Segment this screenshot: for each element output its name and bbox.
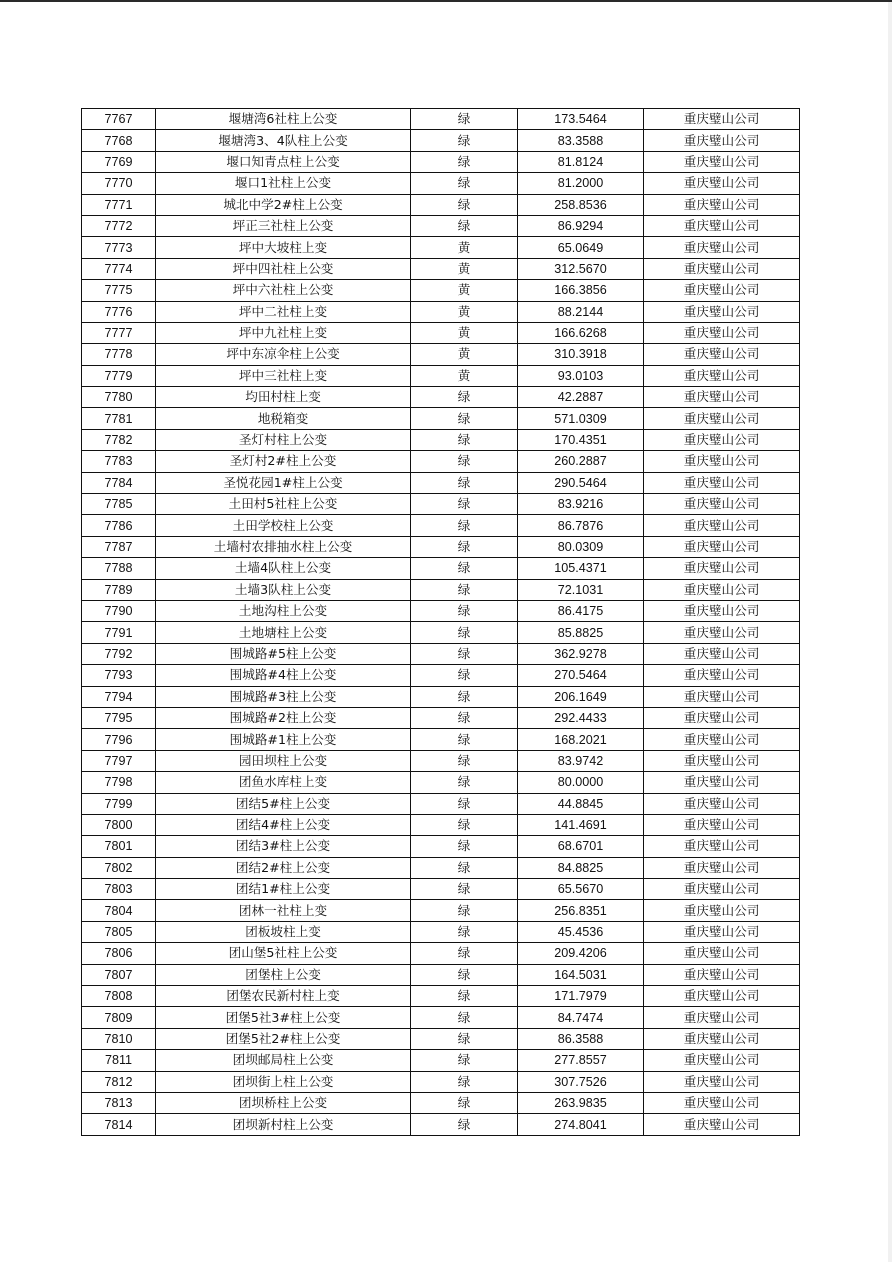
- row-id-cell: 7811: [82, 1050, 156, 1071]
- capacity-value-cell: 270.5464: [518, 665, 644, 686]
- row-id-cell: 7774: [82, 258, 156, 279]
- capacity-value-cell: 164.5031: [518, 964, 644, 985]
- row-id-cell: 7804: [82, 900, 156, 921]
- row-id-cell: 7803: [82, 879, 156, 900]
- status-color-cell: 绿: [411, 1114, 518, 1135]
- capacity-value-cell: 65.5670: [518, 879, 644, 900]
- station-name-cell: 团山堡5社柱上公变: [156, 943, 411, 964]
- status-color-cell: 绿: [411, 793, 518, 814]
- station-name-cell: 堰口知青点柱上公变: [156, 151, 411, 172]
- station-name-cell: 坪中四社柱上公变: [156, 258, 411, 279]
- row-id-cell: 7793: [82, 665, 156, 686]
- station-name-cell: 团堡柱上公变: [156, 964, 411, 985]
- station-name-cell: 团堡农民新村柱上变: [156, 986, 411, 1007]
- station-name-cell: 坪正三社柱上公变: [156, 215, 411, 236]
- status-color-cell: 黄: [411, 280, 518, 301]
- capacity-value-cell: 88.2144: [518, 301, 644, 322]
- capacity-value-cell: 171.7979: [518, 986, 644, 1007]
- row-id-cell: 7772: [82, 215, 156, 236]
- company-cell: 重庆璧山公司: [644, 215, 800, 236]
- table-row: [82, 921, 800, 942]
- row-id-cell: 7768: [82, 130, 156, 151]
- capacity-value-cell: 80.0309: [518, 536, 644, 557]
- table-row: [82, 387, 800, 408]
- company-cell: 重庆璧山公司: [644, 408, 800, 429]
- station-name-cell: 团结5#柱上公变: [156, 793, 411, 814]
- status-color-cell: 绿: [411, 387, 518, 408]
- row-id-cell: 7783: [82, 451, 156, 472]
- station-name-cell: 坪中东凉伞柱上公变: [156, 344, 411, 365]
- row-id-cell: 7782: [82, 429, 156, 450]
- table-row: [82, 729, 800, 750]
- table-row: [82, 686, 800, 707]
- company-cell: 重庆璧山公司: [644, 130, 800, 151]
- table-row: [82, 322, 800, 343]
- table-row: [82, 579, 800, 600]
- table-row: [82, 173, 800, 194]
- station-name-cell: 坪中大坡柱上变: [156, 237, 411, 258]
- status-color-cell: 绿: [411, 707, 518, 728]
- station-name-cell: 土地塘柱上公变: [156, 622, 411, 643]
- capacity-value-cell: 307.7526: [518, 1071, 644, 1092]
- table-row: [82, 665, 800, 686]
- company-cell: 重庆璧山公司: [644, 879, 800, 900]
- table-row: [82, 408, 800, 429]
- row-id-cell: 7784: [82, 472, 156, 493]
- company-cell: 重庆璧山公司: [644, 622, 800, 643]
- status-color-cell: 黄: [411, 237, 518, 258]
- station-name-cell: 围城路#4柱上公变: [156, 665, 411, 686]
- capacity-value-cell: 290.5464: [518, 472, 644, 493]
- status-color-cell: 绿: [411, 622, 518, 643]
- row-id-cell: 7780: [82, 387, 156, 408]
- station-name-cell: 地税箱变: [156, 408, 411, 429]
- status-color-cell: 绿: [411, 879, 518, 900]
- company-cell: 重庆璧山公司: [644, 729, 800, 750]
- table-row: [82, 964, 800, 985]
- company-cell: 重庆璧山公司: [644, 900, 800, 921]
- status-color-cell: 绿: [411, 130, 518, 151]
- table-row: [82, 280, 800, 301]
- table-row: [82, 1028, 800, 1049]
- status-color-cell: 黄: [411, 344, 518, 365]
- station-name-cell: 团结3#柱上公变: [156, 836, 411, 857]
- status-color-cell: 绿: [411, 429, 518, 450]
- table-row: [82, 600, 800, 621]
- station-name-cell: 团鱼水库柱上变: [156, 772, 411, 793]
- capacity-value-cell: 42.2887: [518, 387, 644, 408]
- company-cell: 重庆璧山公司: [644, 1114, 800, 1135]
- table-row: [82, 750, 800, 771]
- row-id-cell: 7787: [82, 536, 156, 557]
- capacity-value-cell: 166.6268: [518, 322, 644, 343]
- station-name-cell: 坪中九社柱上变: [156, 322, 411, 343]
- station-name-cell: 围城路#5柱上公变: [156, 643, 411, 664]
- row-id-cell: 7773: [82, 237, 156, 258]
- station-name-cell: 圣灯村柱上公变: [156, 429, 411, 450]
- company-cell: 重庆璧山公司: [644, 109, 800, 130]
- station-name-cell: 团坝街上柱上公变: [156, 1071, 411, 1092]
- capacity-value-cell: 45.4536: [518, 921, 644, 942]
- status-color-cell: 绿: [411, 151, 518, 172]
- capacity-value-cell: 166.3856: [518, 280, 644, 301]
- company-cell: 重庆璧山公司: [644, 1092, 800, 1113]
- station-name-cell: 坪中六社柱上公变: [156, 280, 411, 301]
- company-cell: 重庆璧山公司: [644, 429, 800, 450]
- station-name-cell: 团结1#柱上公变: [156, 879, 411, 900]
- company-cell: 重庆璧山公司: [644, 301, 800, 322]
- capacity-value-cell: 173.5464: [518, 109, 644, 130]
- status-color-cell: 黄: [411, 322, 518, 343]
- status-color-cell: 绿: [411, 515, 518, 536]
- company-cell: 重庆璧山公司: [644, 1007, 800, 1028]
- capacity-value-cell: 84.8825: [518, 857, 644, 878]
- capacity-value-cell: 170.4351: [518, 429, 644, 450]
- row-id-cell: 7799: [82, 793, 156, 814]
- status-color-cell: 绿: [411, 600, 518, 621]
- row-id-cell: 7777: [82, 322, 156, 343]
- status-color-cell: 绿: [411, 1050, 518, 1071]
- company-cell: 重庆璧山公司: [644, 772, 800, 793]
- table-row: [82, 1114, 800, 1135]
- row-id-cell: 7771: [82, 194, 156, 215]
- company-cell: 重庆璧山公司: [644, 194, 800, 215]
- status-color-cell: 绿: [411, 900, 518, 921]
- row-id-cell: 7769: [82, 151, 156, 172]
- company-cell: 重庆璧山公司: [644, 600, 800, 621]
- capacity-value-cell: 256.8351: [518, 900, 644, 921]
- status-color-cell: 绿: [411, 686, 518, 707]
- capacity-value-cell: 86.9294: [518, 215, 644, 236]
- station-name-cell: 围城路#3柱上公变: [156, 686, 411, 707]
- status-color-cell: 黄: [411, 301, 518, 322]
- station-name-cell: 堰塘湾3、4队柱上公变: [156, 130, 411, 151]
- station-name-cell: 坪中二社柱上变: [156, 301, 411, 322]
- company-cell: 重庆璧山公司: [644, 964, 800, 985]
- row-id-cell: 7800: [82, 814, 156, 835]
- row-id-cell: 7785: [82, 494, 156, 515]
- table-row: [82, 1050, 800, 1071]
- station-name-cell: 均田村柱上变: [156, 387, 411, 408]
- station-name-cell: 围城路#2柱上公变: [156, 707, 411, 728]
- company-cell: 重庆璧山公司: [644, 365, 800, 386]
- table-row: [82, 857, 800, 878]
- station-name-cell: 团林一社柱上变: [156, 900, 411, 921]
- company-cell: 重庆璧山公司: [644, 472, 800, 493]
- station-name-cell: 土墙4队柱上公变: [156, 558, 411, 579]
- capacity-value-cell: 93.0103: [518, 365, 644, 386]
- station-name-cell: 土墙村农排抽水柱上公变: [156, 536, 411, 557]
- status-color-cell: 绿: [411, 1071, 518, 1092]
- capacity-value-cell: 274.8041: [518, 1114, 644, 1135]
- company-cell: 重庆璧山公司: [644, 793, 800, 814]
- status-color-cell: 绿: [411, 109, 518, 130]
- company-cell: 重庆璧山公司: [644, 322, 800, 343]
- status-color-cell: 绿: [411, 943, 518, 964]
- capacity-value-cell: 72.1031: [518, 579, 644, 600]
- station-name-cell: 坪中三社柱上变: [156, 365, 411, 386]
- row-id-cell: 7788: [82, 558, 156, 579]
- capacity-value-cell: 83.9216: [518, 494, 644, 515]
- table-row: [82, 643, 800, 664]
- table-row: [82, 215, 800, 236]
- station-name-cell: 团坝新村柱上公变: [156, 1114, 411, 1135]
- table-row: [82, 365, 800, 386]
- table-row: [82, 1092, 800, 1113]
- transformer-capacity-table: [81, 108, 800, 1136]
- station-name-cell: 园田坝柱上公变: [156, 750, 411, 771]
- status-color-cell: 绿: [411, 173, 518, 194]
- company-cell: 重庆璧山公司: [644, 258, 800, 279]
- company-cell: 重庆璧山公司: [644, 814, 800, 835]
- capacity-value-cell: 141.4691: [518, 814, 644, 835]
- capacity-value-cell: 83.9742: [518, 750, 644, 771]
- company-cell: 重庆璧山公司: [644, 515, 800, 536]
- table-row: [82, 814, 800, 835]
- station-name-cell: 堰塘湾6社柱上公变: [156, 109, 411, 130]
- station-name-cell: 团坝桥柱上公变: [156, 1092, 411, 1113]
- company-cell: 重庆璧山公司: [644, 643, 800, 664]
- status-color-cell: 绿: [411, 857, 518, 878]
- capacity-value-cell: 310.3918: [518, 344, 644, 365]
- capacity-value-cell: 312.5670: [518, 258, 644, 279]
- row-id-cell: 7781: [82, 408, 156, 429]
- station-name-cell: 团堡5社2#柱上公变: [156, 1028, 411, 1049]
- table-row: [82, 986, 800, 1007]
- company-cell: 重庆璧山公司: [644, 536, 800, 557]
- company-cell: 重庆璧山公司: [644, 579, 800, 600]
- company-cell: 重庆璧山公司: [644, 686, 800, 707]
- status-color-cell: 绿: [411, 215, 518, 236]
- capacity-value-cell: 84.7474: [518, 1007, 644, 1028]
- company-cell: 重庆璧山公司: [644, 151, 800, 172]
- company-cell: 重庆璧山公司: [644, 494, 800, 515]
- status-color-cell: 绿: [411, 1007, 518, 1028]
- company-cell: 重庆璧山公司: [644, 1028, 800, 1049]
- company-cell: 重庆璧山公司: [644, 344, 800, 365]
- capacity-value-cell: 44.8845: [518, 793, 644, 814]
- status-color-cell: 绿: [411, 579, 518, 600]
- table-row: [82, 194, 800, 215]
- page-top-border: [0, 0, 892, 2]
- row-id-cell: 7791: [82, 622, 156, 643]
- status-color-cell: 绿: [411, 750, 518, 771]
- row-id-cell: 7796: [82, 729, 156, 750]
- row-id-cell: 7801: [82, 836, 156, 857]
- status-color-cell: 黄: [411, 258, 518, 279]
- page-right-edge: [888, 2, 892, 1262]
- row-id-cell: 7789: [82, 579, 156, 600]
- status-color-cell: 绿: [411, 536, 518, 557]
- capacity-value-cell: 362.9278: [518, 643, 644, 664]
- company-cell: 重庆璧山公司: [644, 943, 800, 964]
- station-name-cell: 土田村5社柱上公变: [156, 494, 411, 515]
- status-color-cell: 绿: [411, 665, 518, 686]
- capacity-value-cell: 65.0649: [518, 237, 644, 258]
- table-row: [82, 130, 800, 151]
- capacity-value-cell: 81.2000: [518, 173, 644, 194]
- capacity-value-cell: 571.0309: [518, 408, 644, 429]
- table-row: [82, 109, 800, 130]
- company-cell: 重庆璧山公司: [644, 451, 800, 472]
- row-id-cell: 7775: [82, 280, 156, 301]
- company-cell: 重庆璧山公司: [644, 986, 800, 1007]
- station-name-cell: 围城路#1柱上公变: [156, 729, 411, 750]
- table-row: [82, 494, 800, 515]
- capacity-value-cell: 277.8557: [518, 1050, 644, 1071]
- station-name-cell: 团结2#柱上公变: [156, 857, 411, 878]
- status-color-cell: 绿: [411, 836, 518, 857]
- company-cell: 重庆璧山公司: [644, 280, 800, 301]
- company-cell: 重庆璧山公司: [644, 707, 800, 728]
- table-row: [82, 879, 800, 900]
- capacity-value-cell: 263.9835: [518, 1092, 644, 1113]
- row-id-cell: 7778: [82, 344, 156, 365]
- status-color-cell: 绿: [411, 814, 518, 835]
- station-name-cell: 堰口1社柱上公变: [156, 173, 411, 194]
- capacity-value-cell: 258.8536: [518, 194, 644, 215]
- station-name-cell: 圣悦花园1#柱上公变: [156, 472, 411, 493]
- row-id-cell: 7794: [82, 686, 156, 707]
- company-cell: 重庆璧山公司: [644, 1071, 800, 1092]
- station-name-cell: 城北中学2#柱上公变: [156, 194, 411, 215]
- table-row: [82, 707, 800, 728]
- row-id-cell: 7805: [82, 921, 156, 942]
- status-color-cell: 绿: [411, 194, 518, 215]
- row-id-cell: 7795: [82, 707, 156, 728]
- row-id-cell: 7779: [82, 365, 156, 386]
- row-id-cell: 7770: [82, 173, 156, 194]
- capacity-value-cell: 86.3588: [518, 1028, 644, 1049]
- capacity-value-cell: 206.1649: [518, 686, 644, 707]
- table-row: [82, 237, 800, 258]
- capacity-value-cell: 80.0000: [518, 772, 644, 793]
- row-id-cell: 7786: [82, 515, 156, 536]
- capacity-value-cell: 209.4206: [518, 943, 644, 964]
- table-row: [82, 301, 800, 322]
- status-color-cell: 绿: [411, 986, 518, 1007]
- status-color-cell: 绿: [411, 451, 518, 472]
- row-id-cell: 7812: [82, 1071, 156, 1092]
- status-color-cell: 绿: [411, 643, 518, 664]
- capacity-value-cell: 86.7876: [518, 515, 644, 536]
- capacity-value-cell: 81.8124: [518, 151, 644, 172]
- capacity-value-cell: 168.2021: [518, 729, 644, 750]
- row-id-cell: 7810: [82, 1028, 156, 1049]
- table-row: [82, 472, 800, 493]
- row-id-cell: 7808: [82, 986, 156, 1007]
- table-row: [82, 836, 800, 857]
- row-id-cell: 7813: [82, 1092, 156, 1113]
- row-id-cell: 7814: [82, 1114, 156, 1135]
- table-row: [82, 429, 800, 450]
- station-name-cell: 土地沟柱上公变: [156, 600, 411, 621]
- capacity-value-cell: 292.4433: [518, 707, 644, 728]
- status-color-cell: 绿: [411, 558, 518, 579]
- capacity-value-cell: 105.4371: [518, 558, 644, 579]
- row-id-cell: 7807: [82, 964, 156, 985]
- station-name-cell: 土田学校柱上公变: [156, 515, 411, 536]
- company-cell: 重庆璧山公司: [644, 173, 800, 194]
- row-id-cell: 7809: [82, 1007, 156, 1028]
- table-row: [82, 622, 800, 643]
- table-row: [82, 451, 800, 472]
- station-name-cell: 土墙3队柱上公变: [156, 579, 411, 600]
- row-id-cell: 7790: [82, 600, 156, 621]
- company-cell: 重庆璧山公司: [644, 665, 800, 686]
- table-row: [82, 344, 800, 365]
- company-cell: 重庆璧山公司: [644, 558, 800, 579]
- row-id-cell: 7798: [82, 772, 156, 793]
- table-row: [82, 900, 800, 921]
- status-color-cell: 绿: [411, 472, 518, 493]
- station-name-cell: 团结4#柱上公变: [156, 814, 411, 835]
- capacity-value-cell: 83.3588: [518, 130, 644, 151]
- table-row: [82, 943, 800, 964]
- company-cell: 重庆璧山公司: [644, 857, 800, 878]
- table-row: [82, 1071, 800, 1092]
- company-cell: 重庆璧山公司: [644, 387, 800, 408]
- row-id-cell: 7806: [82, 943, 156, 964]
- station-name-cell: 团坝邮局柱上公变: [156, 1050, 411, 1071]
- company-cell: 重庆璧山公司: [644, 836, 800, 857]
- table-row: [82, 536, 800, 557]
- row-id-cell: 7802: [82, 857, 156, 878]
- table-body: [82, 109, 800, 1136]
- table-row: [82, 772, 800, 793]
- station-name-cell: 团板坡柱上变: [156, 921, 411, 942]
- company-cell: 重庆璧山公司: [644, 750, 800, 771]
- status-color-cell: 绿: [411, 408, 518, 429]
- table-row: [82, 258, 800, 279]
- row-id-cell: 7767: [82, 109, 156, 130]
- capacity-value-cell: 86.4175: [518, 600, 644, 621]
- row-id-cell: 7792: [82, 643, 156, 664]
- status-color-cell: 绿: [411, 729, 518, 750]
- table-row: [82, 1007, 800, 1028]
- capacity-value-cell: 68.6701: [518, 836, 644, 857]
- company-cell: 重庆璧山公司: [644, 1050, 800, 1071]
- table-row: [82, 793, 800, 814]
- status-color-cell: 绿: [411, 772, 518, 793]
- status-color-cell: 绿: [411, 921, 518, 942]
- table-row: [82, 515, 800, 536]
- status-color-cell: 绿: [411, 964, 518, 985]
- status-color-cell: 绿: [411, 494, 518, 515]
- status-color-cell: 绿: [411, 1092, 518, 1113]
- station-name-cell: 团堡5社3#柱上公变: [156, 1007, 411, 1028]
- table-row: [82, 558, 800, 579]
- status-color-cell: 黄: [411, 365, 518, 386]
- table-row: [82, 151, 800, 172]
- row-id-cell: 7797: [82, 750, 156, 771]
- capacity-value-cell: 260.2887: [518, 451, 644, 472]
- capacity-value-cell: 85.8825: [518, 622, 644, 643]
- company-cell: 重庆璧山公司: [644, 237, 800, 258]
- station-name-cell: 圣灯村2#柱上公变: [156, 451, 411, 472]
- row-id-cell: 7776: [82, 301, 156, 322]
- company-cell: 重庆璧山公司: [644, 921, 800, 942]
- status-color-cell: 绿: [411, 1028, 518, 1049]
